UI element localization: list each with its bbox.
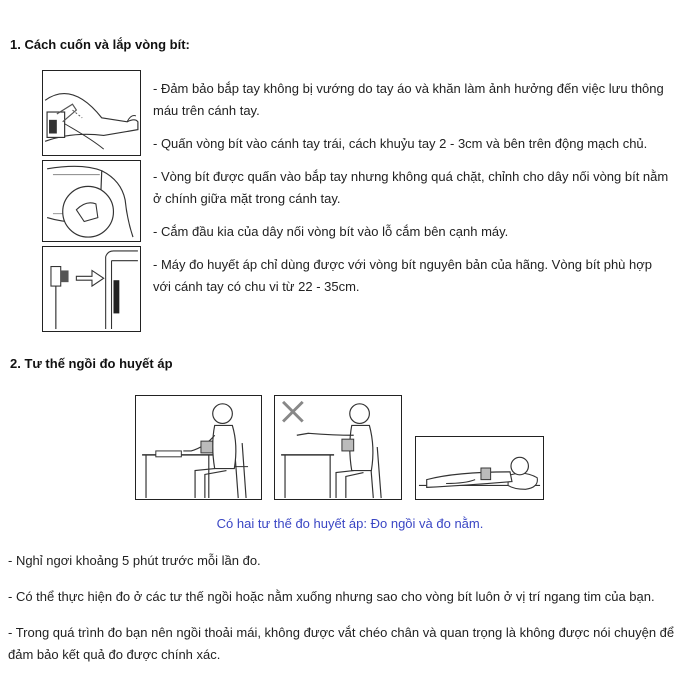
measurement-note-item: - Trong quá trình đo bạn nên ngồi thoải mái, không được vắt chéo chân và quan trọng là không được nói chuyện để đảm bảo kết quả đo được chính xác.	[8, 625, 675, 662]
measurement-note-item: - Có thể thực hiện đo ở các tư thế ngồi hoặc nằm xuống nhưng sao cho vòng bít luôn ở vị trí ngang tim của bạn.	[8, 589, 655, 604]
plug-connector-illustration	[42, 246, 141, 332]
section-2-heading: 2. Tư thế ngồi đo huyết áp	[10, 356, 173, 371]
lying-posture-illustration	[415, 436, 544, 500]
cuff-instruction-item: - Vòng bít được quấn vào bắp tay nhưng không quá chặt, chỉnh cho dây nối vòng bít nằm ở chính giữa mặt trong cánh tay.	[153, 169, 669, 206]
cuff-instruction-item: - Máy đo huyết áp chỉ dùng được với vòng bít nguyên bản của hãng. Vòng bít phù hợp với cánh tay có chu vi từ 22 - 35cm.	[153, 257, 652, 294]
cuff-instruction-item: - Đảm bảo bắp tay không bị vướng do tay áo và khăn làm ảnh hưởng đến việc lưu thông máu trên cánh tay.	[153, 81, 664, 118]
cuff-instructions-list	[153, 78, 673, 309]
measurement-note-item: - Nghỉ ngơi khoảng 5 phút trước mỗi lần đo.	[8, 553, 261, 568]
cuff-instruction-item: - Cắm đầu kia của dây nối vòng bít vào lỗ cắm bên cạnh máy.	[153, 224, 509, 239]
cuff-illustrations	[42, 70, 141, 332]
cuff-instruction-item: - Quấn vòng bít vào cánh tay trái, cách khuỷu tay 2 - 3cm và bên trên động mạch chủ.	[153, 136, 648, 151]
correct-sitting-posture-illustration	[135, 395, 262, 500]
x-mark-icon	[283, 402, 303, 422]
incorrect-sitting-posture-illustration	[274, 395, 402, 500]
cuff-on-arm-illustration	[42, 70, 141, 156]
cuff-wrapping-illustration	[42, 160, 141, 242]
measurement-notes-list	[8, 550, 692, 680]
posture-caption: Có hai tư thế đo huyết áp: Đo ngồi và đo nằm.	[216, 516, 484, 531]
section-1-heading: 1. Cách cuốn và lắp vòng bít:	[10, 37, 190, 52]
